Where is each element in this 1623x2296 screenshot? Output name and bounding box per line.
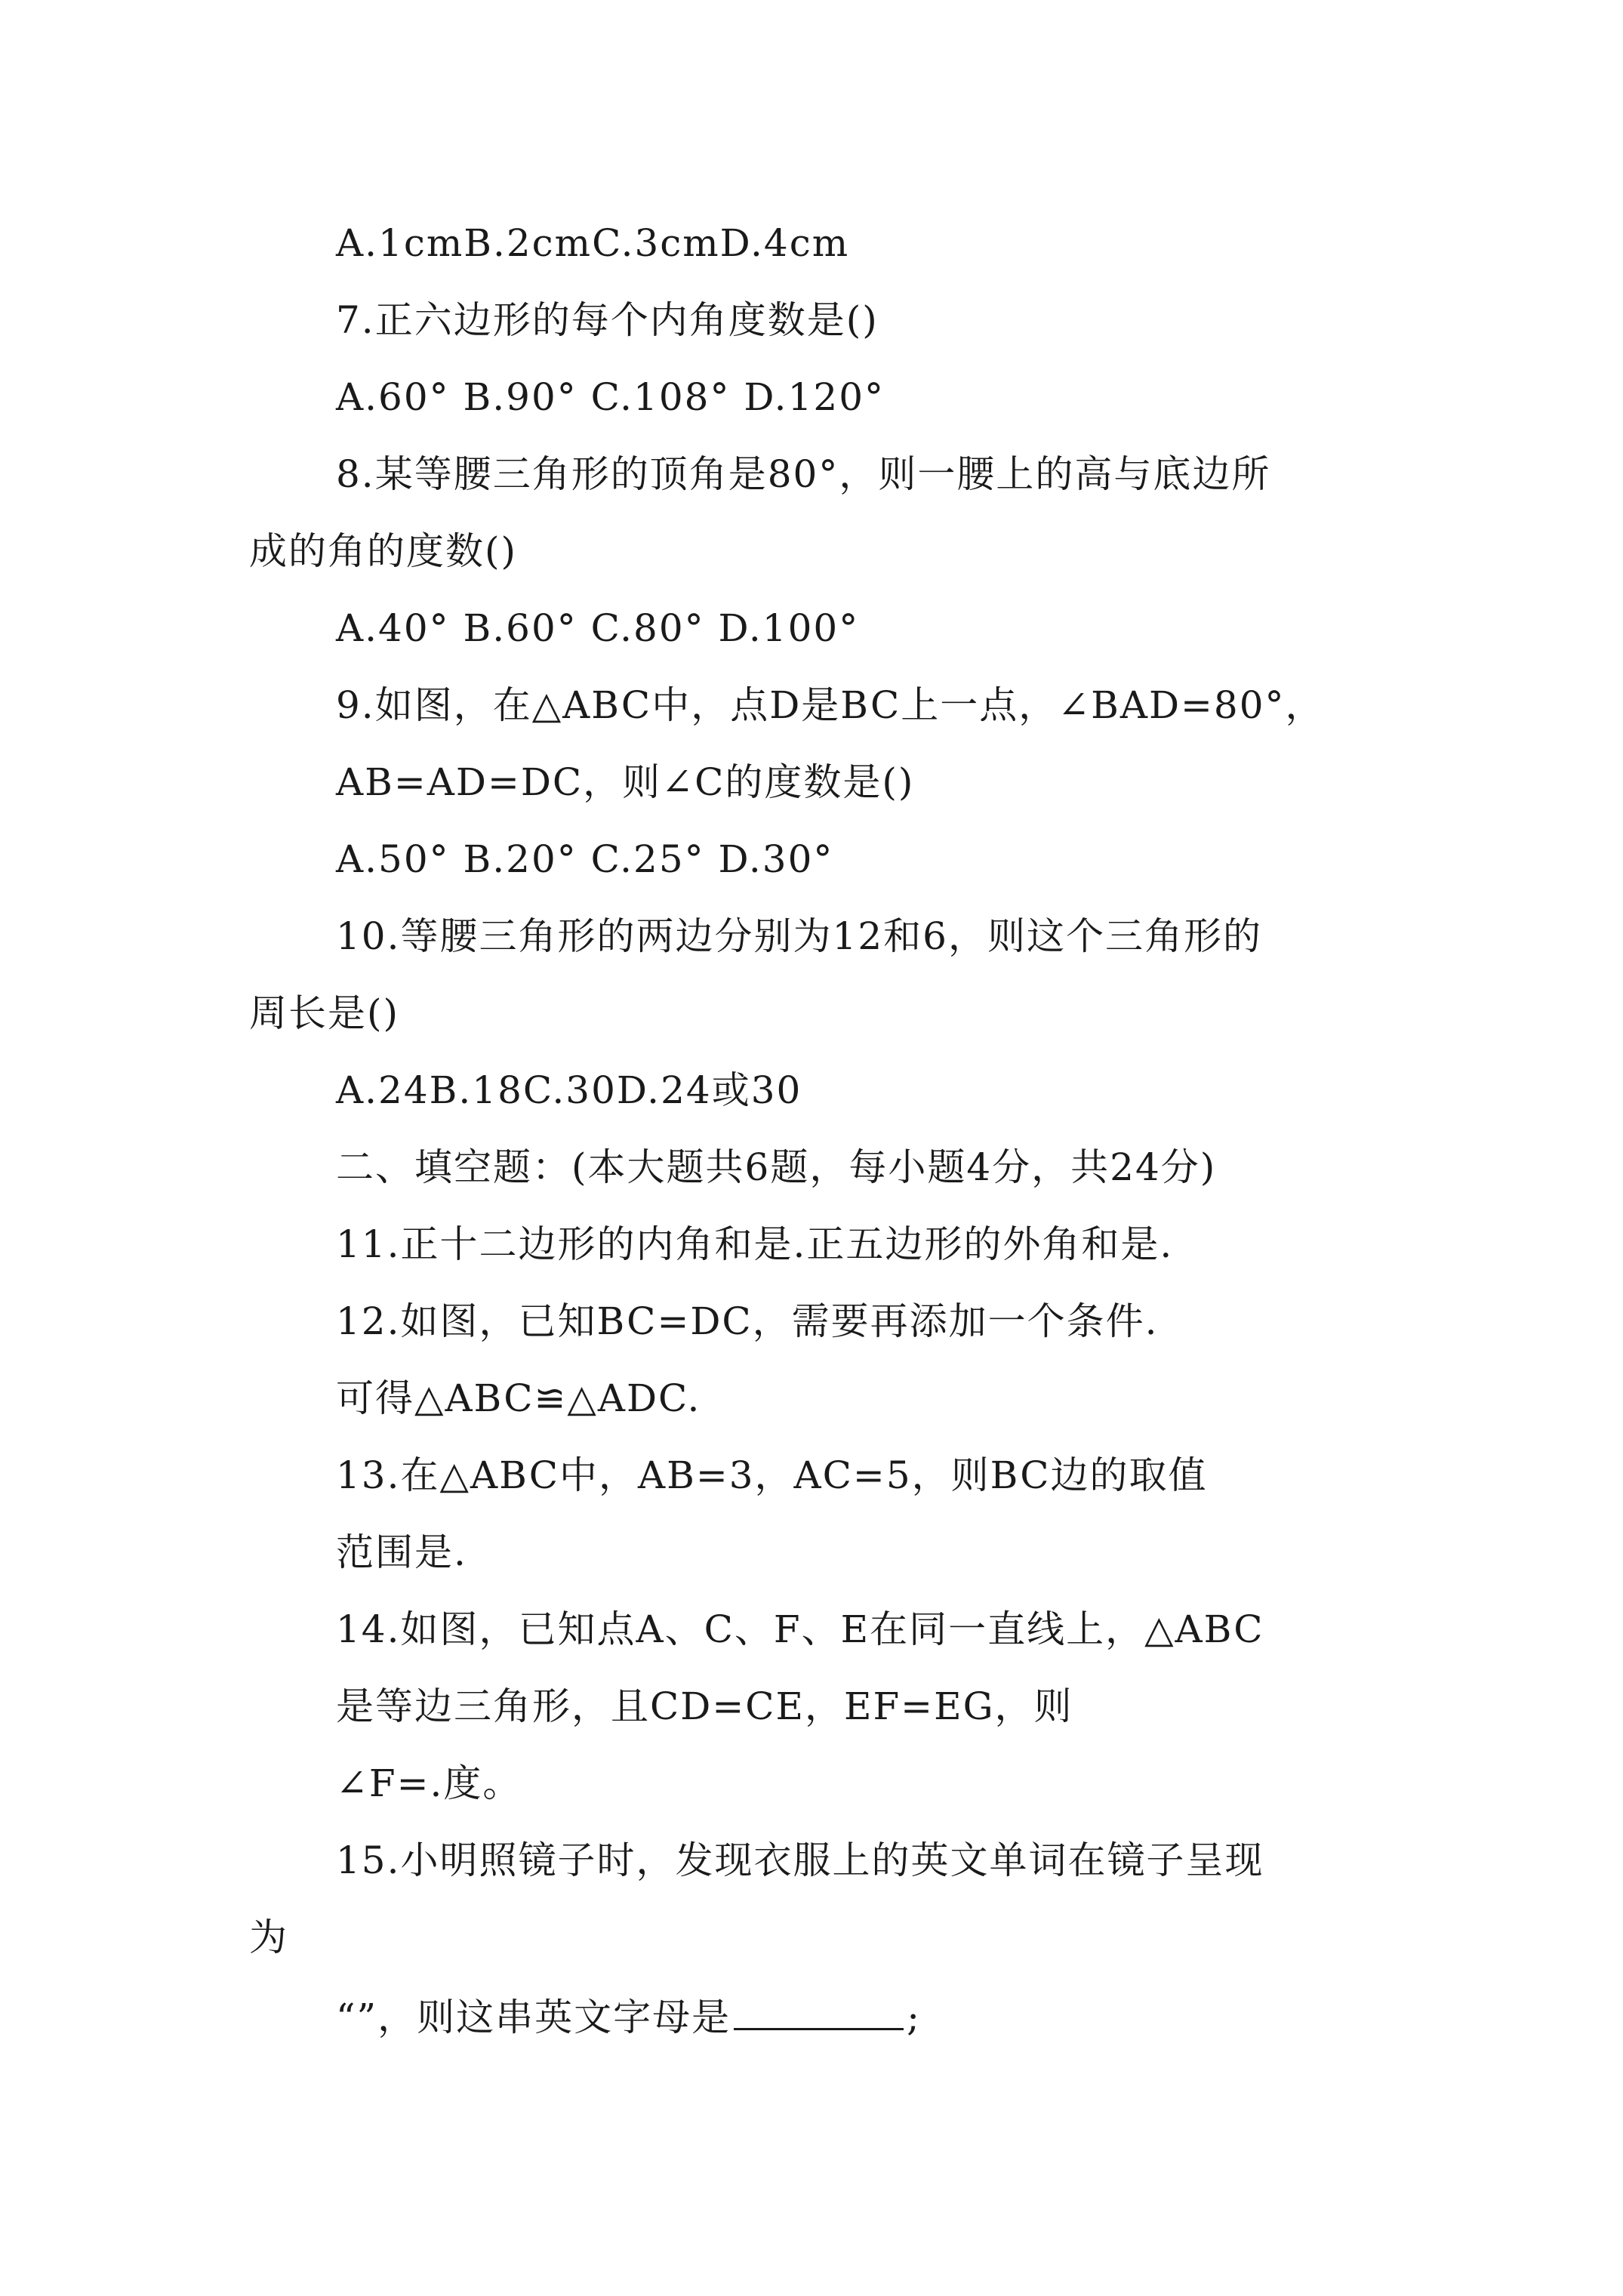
q15-stem-line1: 15.小明照镜子时，发现衣服上的英文单词在镜子呈现 (336, 1838, 1264, 1882)
q15-stem-line3 (336, 1992, 921, 2040)
q13-stem-line1: 13.在△ABC中，AB=3，AC=5，则BC边的取值 (336, 1453, 1208, 1497)
q13-stem-line2: 范围是. (336, 1530, 467, 1574)
q14-stem-line2: 是等边三角形，且CD=CE，EF=EG，则 (336, 1684, 1073, 1728)
q10-stem-line2: 周长是() (249, 991, 400, 1035)
q14-stem-line3: ∠F=.度。 (336, 1761, 522, 1805)
section-heading: 二、填空题：(本大题共6题，每小题4分，共24分) (336, 1145, 1217, 1189)
q9-options: A.50° B.20° C.25° D.30° (336, 837, 834, 881)
q15-stem-text: “”，则这串英文字母是 (336, 1996, 731, 2039)
q12-stem-line1: 12.如图，已知BC=DC，需要再添加一个条件. (336, 1299, 1159, 1343)
q7-stem: 7.正六边形的每个内角度数是() (336, 298, 879, 342)
q6-options: A.1cmB.2cmC.3cmD.4cm (336, 221, 850, 265)
q8-options: A.40° B.60° C.80° D.100° (336, 606, 860, 650)
q14-stem-line1: 14.如图，已知点A、C、F、E在同一直线上，△ABC (336, 1607, 1264, 1651)
answer-blank (734, 1992, 904, 2030)
q11-stem: 11.正十二边形的内角和是.正五边形的外角和是. (336, 1222, 1174, 1266)
q8-stem-line2: 成的角的度数() (249, 529, 518, 573)
q10-options: A.24B.18C.30D.24或30 (336, 1068, 802, 1112)
q9-stem-line2: AB=AD=DC，则∠C的度数是() (336, 760, 915, 804)
q10-stem-line1: 10.等腰三角形的两边分别为12和6，则这个三角形的 (336, 914, 1262, 958)
q9-stem-line1: 9.如图，在△ABC中，点D是BC上一点，∠BAD=80°， (336, 683, 1325, 727)
q15-stem-end: ; (907, 1996, 921, 2039)
q15-stem-line2: 为 (249, 1915, 288, 1959)
q7-options: A.60° B.90° C.108° D.120° (336, 375, 885, 419)
q8-stem-line1: 8.某等腰三角形的顶角是80°，则一腰上的高与底边所 (336, 452, 1271, 496)
q12-stem-line2: 可得△ABC≌△ADC. (336, 1376, 701, 1420)
